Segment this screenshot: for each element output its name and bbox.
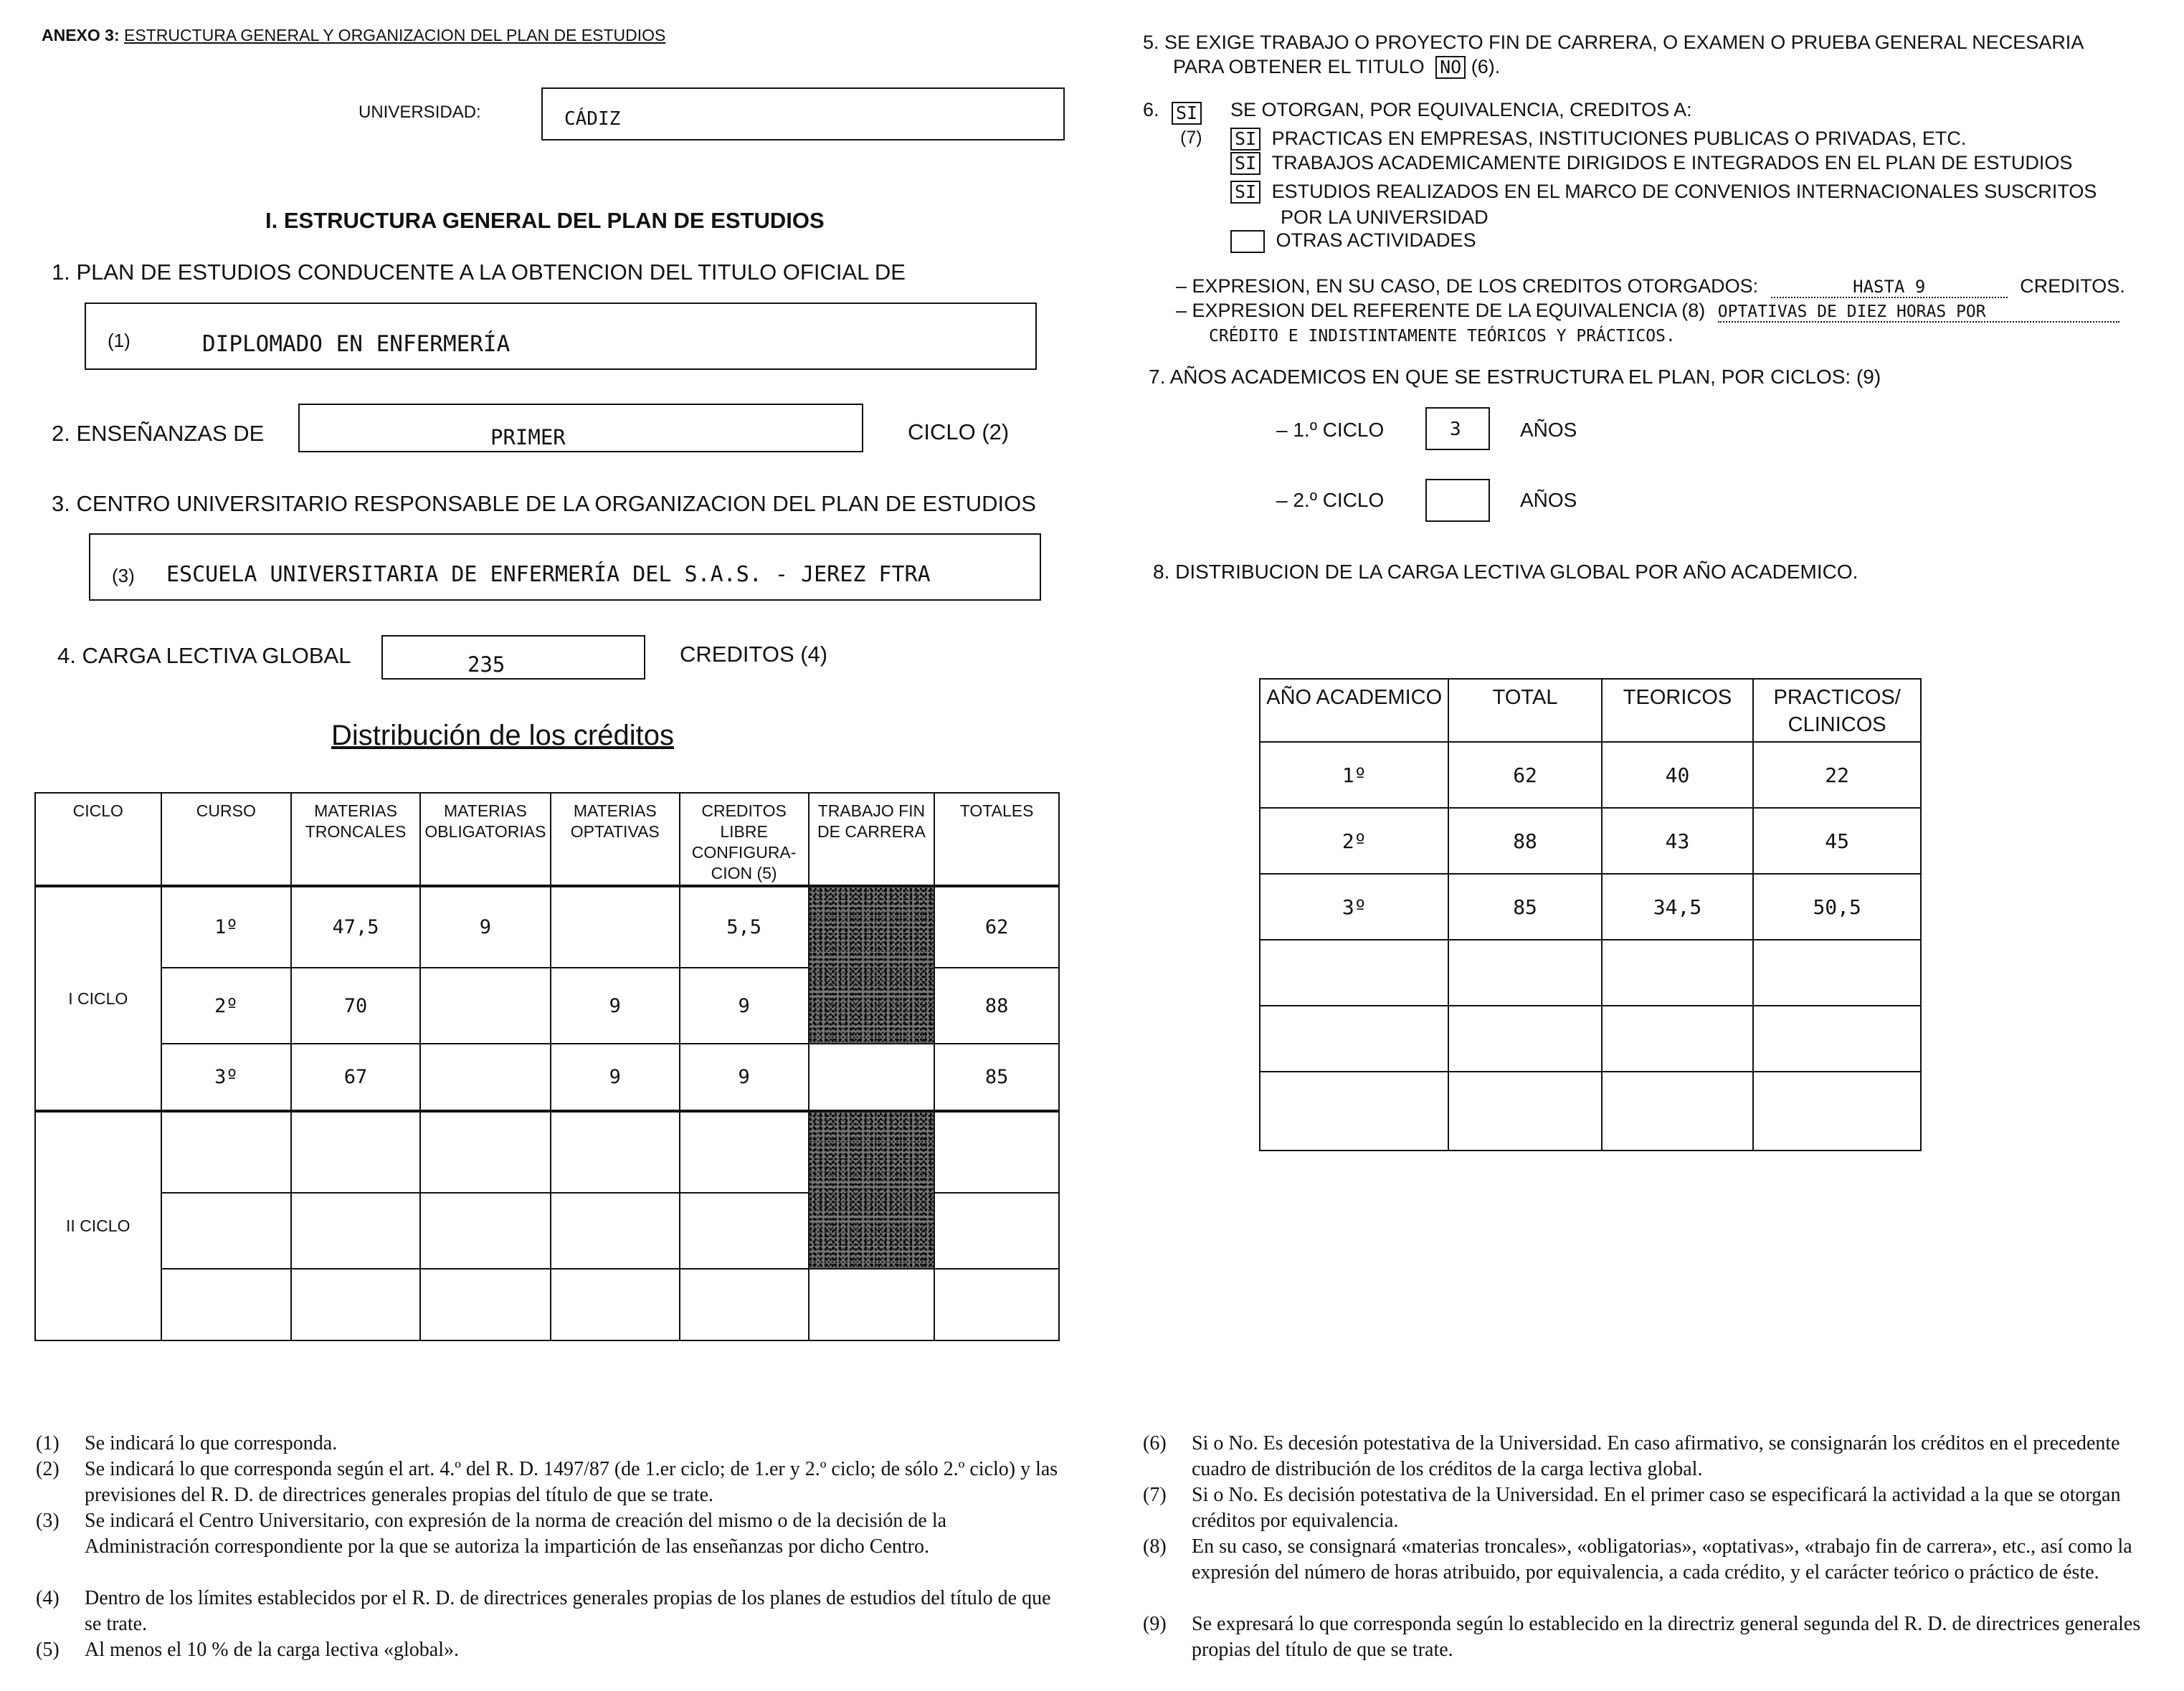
year-header-row — [1260, 679, 1921, 742]
table-row — [1260, 1006, 1921, 1072]
troncales-cell: 67 — [291, 1044, 420, 1111]
item8-label: 8. DISTRIBUCION DE LA CARGA LECTIVA GLOBAL POR AÑO ACADEMICO. — [1153, 561, 1858, 583]
obligatorias-cell — [420, 968, 551, 1044]
teoricos-cell: 40 — [1602, 742, 1754, 808]
credits-header-row — [35, 793, 1059, 886]
option-row — [1230, 152, 2072, 175]
empty-cell — [420, 1111, 551, 1193]
col-curso: CURSO — [161, 793, 292, 886]
item3-ref: (3) — [112, 565, 135, 586]
col-totales: TOTALES — [934, 793, 1059, 886]
empty-cell — [1753, 940, 1921, 1006]
university-label: UNIVERSIDAD: — [359, 103, 481, 122]
credits-table — [34, 792, 1060, 1341]
expr1-row — [1176, 275, 2125, 298]
shaded-cell — [809, 1111, 935, 1269]
empty-cell — [291, 1193, 420, 1269]
annex-title: ESTRUCTURA GENERAL Y ORGANIZACION DEL PLAN DE ESTUDIOS — [124, 26, 666, 44]
footnote-text: Se expresará lo que corresponda según lo establecido en la directriz general segunda del R. D. de directrices generales propias del título de que se trate. — [1192, 1613, 2141, 1661]
empty-cell — [1448, 1006, 1601, 1072]
empty-cell — [1753, 1006, 1921, 1072]
teoricos-cell: 43 — [1602, 808, 1754, 874]
col-total: TOTAL — [1448, 679, 1601, 742]
col-ciclo: CICLO — [35, 793, 161, 886]
years-label: AÑOS — [1520, 419, 1577, 441]
total-cell: 62 — [1448, 742, 1601, 808]
col-trabajo: TRABAJO FIN DE CARRERA — [809, 793, 935, 886]
item3-value: ESCUELA UNIVERSITARIA DE ENFERMERÍA DEL S.A.S. - JEREZ FTRA — [166, 562, 931, 587]
totales-cell: 88 — [934, 968, 1059, 1044]
table-row — [1260, 808, 1921, 874]
teoricos-cell: 34,5 — [1602, 874, 1754, 940]
item4-label: 4. CARGA LECTIVA GLOBAL — [57, 643, 351, 668]
empty-cell — [161, 1111, 292, 1193]
ciclo2-years-field — [1425, 479, 1490, 522]
empty-cell — [291, 1111, 420, 1193]
option-checkbox-empty — [1230, 230, 1265, 253]
obligatorias-cell — [420, 1044, 551, 1111]
empty-cell — [1753, 1072, 1921, 1151]
totales-cell: 62 — [934, 886, 1059, 968]
item1-label: 1. PLAN DE ESTUDIOS CONDUCENTE A LA OBTENCION DEL TITULO OFICIAL DE — [52, 259, 906, 285]
total-cell: 88 — [1448, 808, 1601, 874]
item4-value: 235 — [467, 652, 505, 677]
item2-value: PRIMER — [490, 425, 566, 449]
item5-line2-row — [1173, 56, 1500, 79]
table-row — [35, 1269, 1059, 1340]
option-label: TRABAJOS ACADEMICAMENTE DIRIGIDOS E INTEGRADOS EN EL PLAN DE ESTUDIOS — [1271, 152, 2073, 173]
empty-cell — [1602, 940, 1754, 1006]
expr2-row — [1176, 300, 2119, 323]
cycle-field — [298, 404, 863, 452]
optativas-cell: 9 — [551, 968, 680, 1044]
item3-label: 3. CENTRO UNIVERSITARIO RESPONSABLE DE LA ORGANIZACION DEL PLAN DE ESTUDIOS — [52, 491, 1036, 516]
optativas-cell — [551, 886, 680, 968]
totales-cell: 85 — [934, 1044, 1059, 1111]
total-cell: 85 — [1448, 874, 1601, 940]
empty-cell — [551, 1111, 680, 1193]
empty-cell — [680, 1111, 809, 1193]
option-row — [1230, 229, 1476, 253]
table-row — [35, 886, 1059, 968]
footnote-text: En su caso, se consignará «materias troncales», «obligatorias», «optativas», «trabajo fin de carrera», etc., así como la expresión del número de horas atribuido, por equivalencia, a cada crédito, y el carácter teórico o práctico de éste. — [1192, 1535, 2132, 1583]
footnote-text: Si o No. Es decisión potestativa de la Universidad. En el primer caso se especificará la actividad a la que se otorgan créditos por equivalencia. — [1192, 1484, 2121, 1532]
footnote-number: (5) — [36, 1639, 60, 1661]
ciclo1-label: I CICLO — [35, 886, 161, 1111]
empty-cell — [934, 1193, 1059, 1269]
option-line2: POR LA UNIVERSIDAD — [1281, 206, 1489, 228]
option-label: OTRAS ACTIVIDADES — [1276, 229, 1476, 251]
annex-label: ANEXO 3: — [42, 26, 120, 44]
empty-cell — [1448, 940, 1601, 1006]
university-field — [541, 87, 1065, 140]
no-checkbox: NO — [1435, 56, 1466, 79]
item2-suffix: CICLO (2) — [908, 419, 1010, 444]
empty-cell — [934, 1111, 1059, 1193]
footnote-number: (3) — [36, 1510, 60, 1532]
empty-cell — [1260, 1072, 1448, 1151]
empty-cell — [809, 1269, 935, 1340]
libre-cell: 9 — [680, 968, 809, 1044]
item5-ref: (6). — [1471, 56, 1501, 77]
option-checkbox: SI — [1230, 128, 1260, 151]
libre-cell: 9 — [680, 1044, 809, 1111]
col-obligatorias: MATERIAS OBLIGATORIAS — [420, 793, 551, 886]
shaded-cell — [809, 886, 935, 1044]
footnote-number: (6) — [1143, 1432, 1167, 1454]
table-row — [1260, 874, 1921, 940]
practicos-cell: 45 — [1753, 808, 1921, 874]
ciclo2-label: II CICLO — [35, 1111, 161, 1340]
anio-cell: 2º — [1260, 808, 1448, 874]
ciclo1-label: – 1.º CICLO — [1276, 419, 1385, 441]
title-field — [85, 303, 1037, 370]
credits-table-title: Distribución de los créditos — [331, 720, 674, 751]
empty-cell — [680, 1269, 809, 1340]
col-libre: CREDITOS LIBRE CONFIGURA- CION (5) — [680, 793, 809, 886]
item7-label: 7. AÑOS ACADEMICOS EN QUE SE ESTRUCTURA EL PLAN, POR CICLOS: (9) — [1149, 366, 1881, 388]
table-row — [1260, 742, 1921, 808]
option-row — [1230, 181, 2097, 204]
item2-label: 2. ENSEÑANZAS DE — [52, 421, 265, 446]
item6-ref: (7) — [1180, 128, 1202, 148]
curso-cell: 1º — [161, 886, 292, 968]
libre-cell: 5,5 — [680, 886, 809, 968]
troncales-cell: 70 — [291, 968, 420, 1044]
col-practicos: PRACTICOS/ CLINICOS — [1753, 679, 1921, 742]
empty-cell — [1448, 1072, 1601, 1151]
credits-field — [381, 635, 645, 680]
year-table — [1259, 678, 1922, 1151]
obligatorias-cell: 9 — [420, 886, 551, 968]
footnote-text: Se indicará lo que corresponda según el art. 4.º del R. D. 1497/87 (de 1.er ciclo; de 1.er y 2.º ciclo; de sólo 2.º ciclo) y las previsiones del R. D. de directrices generales propias del título de que se trate. — [85, 1458, 1058, 1506]
table-row — [35, 1044, 1059, 1111]
university-value: CÁDIZ — [564, 108, 621, 130]
footnote-text: Se indicará el Centro Universitario, con expresión de la norma de creación del mismo o de la decisión de la Administración correspondiente por la que se autoriza la impartición de las enseñanzas por dicho Centro. — [85, 1510, 947, 1558]
empty-cell — [420, 1193, 551, 1269]
item1-value: DIPLOMADO EN ENFERMERÍA — [202, 331, 511, 357]
empty-cell — [420, 1269, 551, 1340]
empty-cell — [809, 1044, 935, 1111]
col-teoricos: TEORICOS — [1602, 679, 1754, 742]
table-row — [1260, 940, 1921, 1006]
item6-checkbox: SI — [1172, 102, 1202, 125]
footnote-number: (9) — [1143, 1613, 1167, 1635]
center-field — [89, 533, 1041, 601]
footnote-number: (4) — [36, 1587, 60, 1609]
item5-line2: PARA OBTENER EL TITULO — [1173, 56, 1425, 77]
footnote-text: Dentro de los límites establecidos por el R. D. de directrices generales propias de los planes de estudios del título de que se trate. — [85, 1587, 1051, 1635]
expr2-value: OPTATIVAS DE DIEZ HORAS POR — [1718, 303, 2119, 323]
expr1-suffix: CREDITOS. — [2020, 275, 2125, 297]
practicos-cell: 50,5 — [1753, 874, 1921, 940]
option-checkbox: SI — [1230, 181, 1260, 204]
option-label: PRACTICAS EN EMPRESAS, INSTITUCIONES PUBLICAS O PRIVADAS, ETC. — [1271, 128, 1967, 149]
item6-num: 6. — [1143, 99, 1159, 120]
ciclo1-years-field — [1425, 407, 1490, 450]
col-anio: AÑO ACADEMICO — [1260, 679, 1448, 742]
option-checkbox: SI — [1230, 152, 1260, 175]
footnote-text: Al menos el 10 % de la carga lectiva «global». — [85, 1639, 459, 1661]
empty-cell — [1602, 1072, 1754, 1151]
item1-ref: (1) — [108, 330, 130, 351]
practicos-cell: 22 — [1753, 742, 1921, 808]
empty-cell — [291, 1269, 420, 1340]
footnote-number: (7) — [1143, 1484, 1167, 1506]
expr1-value: HASTA 9 — [1771, 277, 2008, 298]
empty-cell — [1260, 1006, 1448, 1072]
expr1-label: – EXPRESION, EN SU CASO, DE LOS CREDITOS OTORGADOS: — [1176, 275, 1759, 297]
expr2-label: – EXPRESION DEL REFERENTE DE LA EQUIVALENCIA (8) — [1176, 300, 1706, 321]
empty-cell — [551, 1193, 680, 1269]
anio-cell: 3º — [1260, 874, 1448, 940]
expr2-line2: CRÉDITO E INDISTINTAMENTE TEÓRICOS Y PRÁCTICOS. — [1209, 327, 1676, 346]
col-optativas: MATERIAS OPTATIVAS — [551, 793, 680, 886]
optativas-cell: 9 — [551, 1044, 680, 1111]
item5-line1: 5. SE EXIGE TRABAJO O PROYECTO FIN DE CARRERA, O EXAMEN O PRUEBA GENERAL NECESARIA — [1143, 32, 2084, 53]
curso-cell: 2º — [161, 968, 292, 1044]
footnote-text: Si o No. Es decesión potestativa de la Universidad. En caso afirmativo, se consignarán los créditos en el precedente cuadro de distribución de los créditos de la carga lectiva global. — [1192, 1432, 2120, 1480]
footnote-text: Se indicará lo que corresponda. — [85, 1432, 338, 1454]
empty-cell — [161, 1269, 292, 1340]
option-label: ESTUDIOS REALIZADOS EN EL MARCO DE CONVENIOS INTERNACIONALES SUSCRITOS — [1271, 181, 2097, 202]
empty-cell — [551, 1269, 680, 1340]
footnote-number: (1) — [36, 1432, 60, 1454]
footnote-number: (2) — [36, 1458, 60, 1480]
table-row — [1260, 1072, 1921, 1151]
option-row — [1230, 128, 1966, 151]
troncales-cell: 47,5 — [291, 886, 420, 968]
col-troncales: MATERIAS TRONCALES — [291, 793, 420, 886]
item6-label: SE OTORGAN, POR EQUIVALENCIA, CREDITOS A: — [1230, 99, 1692, 120]
empty-cell — [680, 1193, 809, 1269]
empty-cell — [1602, 1006, 1754, 1072]
section-title: I. ESTRUCTURA GENERAL DEL PLAN DE ESTUDIOS — [265, 208, 825, 233]
table-row — [35, 1111, 1059, 1193]
empty-cell — [161, 1193, 292, 1269]
annex-heading — [42, 26, 665, 45]
anio-cell: 1º — [1260, 742, 1448, 808]
empty-cell — [1260, 940, 1448, 1006]
years-label: AÑOS — [1520, 489, 1577, 511]
empty-cell — [934, 1269, 1059, 1340]
ciclo1-value: 3 — [1450, 419, 1461, 440]
item4-suffix: CREDITOS (4) — [680, 642, 828, 667]
footnote-number: (8) — [1143, 1535, 1167, 1558]
ciclo2-label: – 2.º CICLO — [1276, 489, 1385, 511]
curso-cell: 3º — [161, 1044, 292, 1111]
